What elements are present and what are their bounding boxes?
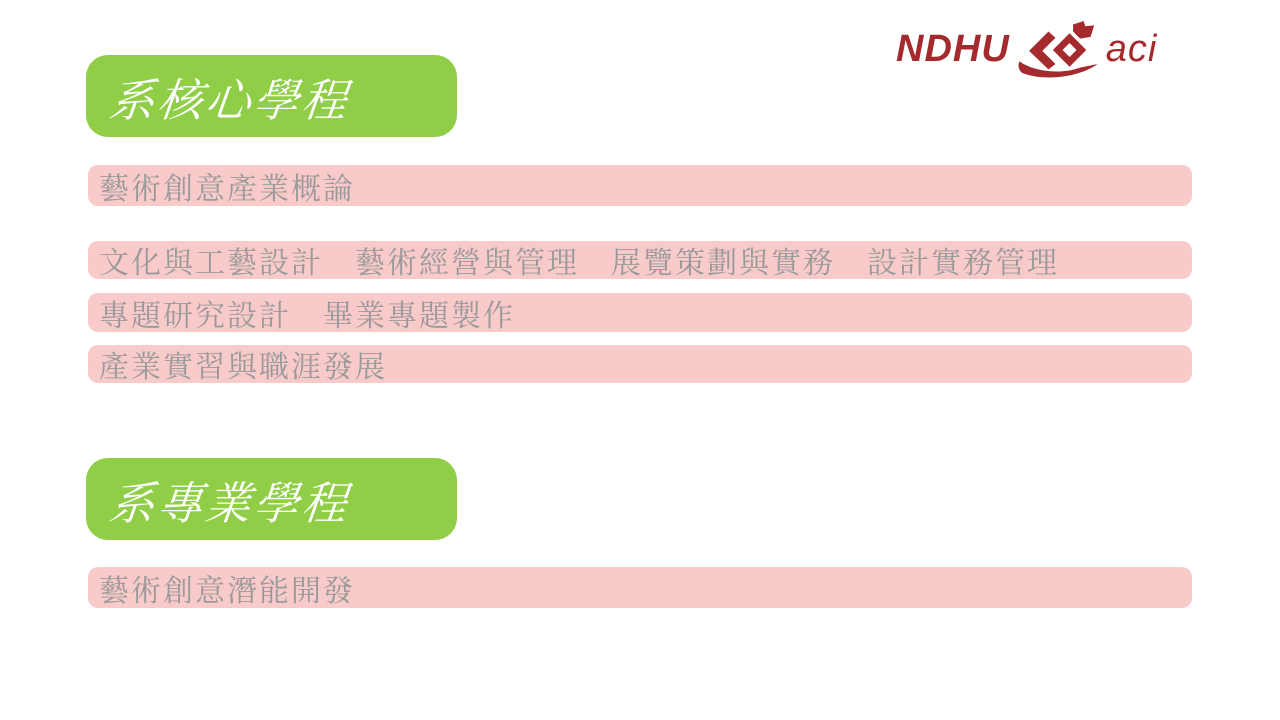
logo-aci-text: aci bbox=[1105, 28, 1158, 70]
section-title-core-program bbox=[86, 55, 457, 137]
course-bar-text: 藝術創意潛能開發 bbox=[99, 574, 355, 608]
ndhu-aci-logo bbox=[896, 20, 1157, 78]
course-bar-thesis bbox=[88, 293, 1192, 332]
course-bar-text: 文化與工藝設計 藝術經營與管理 展覽策劃與實務 設計實務管理 bbox=[99, 247, 1059, 280]
course-bar-text: 產業實習與職涯發展 bbox=[99, 351, 387, 384]
course-bar-text: 藝術創意產業概論 bbox=[99, 172, 355, 206]
course-bar-internship bbox=[88, 345, 1192, 383]
section-title-text: 系專業學程 bbox=[106, 477, 353, 529]
course-bar-intro bbox=[88, 165, 1192, 206]
course-bar-potential-development bbox=[88, 567, 1192, 608]
section-title-text: 系核心學程 bbox=[106, 74, 353, 126]
seal-diamond-icon bbox=[1016, 21, 1102, 79]
course-bar-text: 專題研究設計 畢業專題製作 bbox=[99, 299, 515, 333]
logo-ndhu-text: NDHU bbox=[896, 28, 1010, 70]
section-title-professional-program bbox=[86, 458, 457, 540]
course-bar-design-management bbox=[88, 241, 1192, 279]
